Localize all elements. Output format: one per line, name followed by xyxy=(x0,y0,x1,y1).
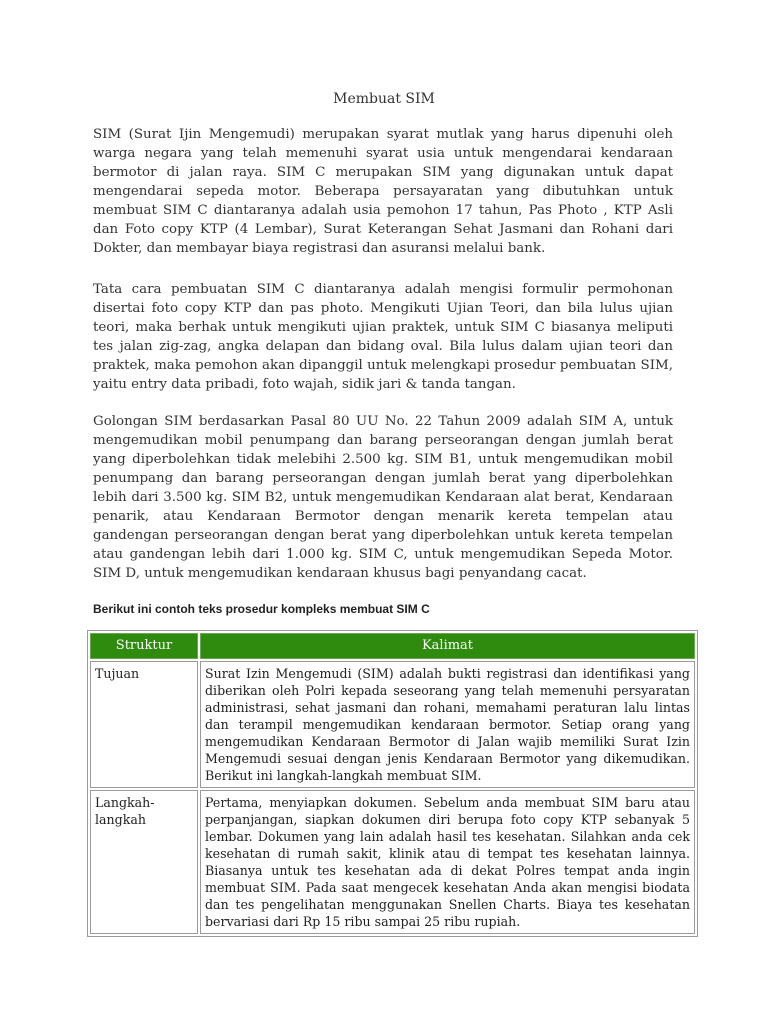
procedure-table xyxy=(87,630,698,937)
cell-kalimat: Pertama, menyiapkan dokumen. Sebelum anda membuat SIM baru atau perpanjangan, siapkan dokumen diri berupa foto copy KTP sebanyak 5 lembar. Dokumen yang lain adalah hasil tes kesehatan. Silahkan anda cek kesehatan di rumah sakit, klinik atau di tempat tes kesehatan lainnya. Biasanya untuk tes kesehatan ada di dekat Polres tempat anda ingin membuat SIM. Pada saat mengecek kesehatan Anda akan mengisi biodata dan tes pengelihatan menggunakan Snellen Charts. Biaya tes kesehatan bervariasi dari Rp 15 ribu sampai 25 ribu rupiah. xyxy=(200,790,695,934)
paragraph-sim-requirements: SIM (Surat Ijin Mengemudi) merupakan syarat mutlak yang harus dipenuhi oleh warga negara yang telah memenuhi syarat usia untuk mengendarai kendaraan bermotor di jalan raya. SIM C merupakan SIM yang digunakan untuk dapat mengendarai sepeda motor. Beberapa persayaratan yang dibutuhkan untuk membuat SIM C diantaranya adalah usia pemohon 17 tahun, Pas Photo , KTP Asli dan Foto copy KTP (4 Lembar), Surat Keterangan Sehat Jasmani dan Rohani dari Dokter, dan membayar biaya registrasi dan asuransi melalui bank. xyxy=(93,127,673,256)
table-header-row xyxy=(90,633,695,659)
table-row xyxy=(90,661,695,788)
header-kalimat: Kalimat xyxy=(200,633,695,659)
cell-struktur: Langkah-langkah xyxy=(90,790,198,934)
paragraph-sim-classes: Golongan SIM berdasarkan Pasal 80 UU No. 22 Tahun 2009 adalah SIM A, untuk mengemudikan mobil penumpang dan barang perseorangan dengan jumlah berat yang diperbolehkan tidak melebihi 2.500 kg. SIM B1, untuk mengemudikan mobil penumpang dan barang perseorangan dengan jumlah berat yang diperbolehkan lebih dari 3.500 kg. SIM B2, untuk mengemudikan Kendaraan alat berat, Kendaraan penarik, atau Kendaraan Bermotor dengan menarik kereta tempelan atau gandengan perseorangan dengan berat yang diperbolehkan untuk kereta tempelan atau gandengan lebih dari 1.000 kg. SIM C, untuk mengemudikan Sepeda Motor. SIM D, untuk mengemudikan kendaraan khusus bagi penyandang cacat. xyxy=(93,414,673,581)
table-row xyxy=(90,790,695,934)
paragraph-sim-procedure: Tata cara pembuatan SIM C diantaranya adalah mengisi formulir permohonan disertai foto copy KTP dan pas photo. Mengikuti Ujian Teori, dan bila lulus ujian teori, maka berhak untuk mengikuti ujian praktek, untuk SIM C biasanya meliputi tes jalan zig-zag, angka delapan dan bidang oval. Bila lulus dalam ujian teori dan praktek, maka pemohon akan dipanggil untuk melengkapi prosedur pembuatan SIM, yaitu entry data pribadi, foto wajah, sidik jari & tanda tangan. xyxy=(93,282,673,392)
document-title: Membuat SIM xyxy=(333,91,435,107)
cell-kalimat: Surat Izin Mengemudi (SIM) adalah bukti registrasi dan identifikasi yang diberikan oleh Polri kepada seseorang yang telah memenuhi persyaratan administrasi, sehat jasmani dan rohani, memahami peraturan lalu lintas dan terampil mengemudikan kendaraan bermotor. Setiap orang yang mengemudikan Kendaraan Bermotor di Jalan wajib memiliki Surat Izin Mengemudi sesuai dengan jenis Kendaraan Bermotor yang dikemudikan. Berikut ini langkah-langkah membuat SIM. xyxy=(200,661,695,788)
header-struktur: Struktur xyxy=(90,633,198,659)
table-caption: Berikut ini contoh teks prosedur kompleks membuat SIM C xyxy=(93,602,430,616)
cell-struktur: Tujuan xyxy=(90,661,198,788)
